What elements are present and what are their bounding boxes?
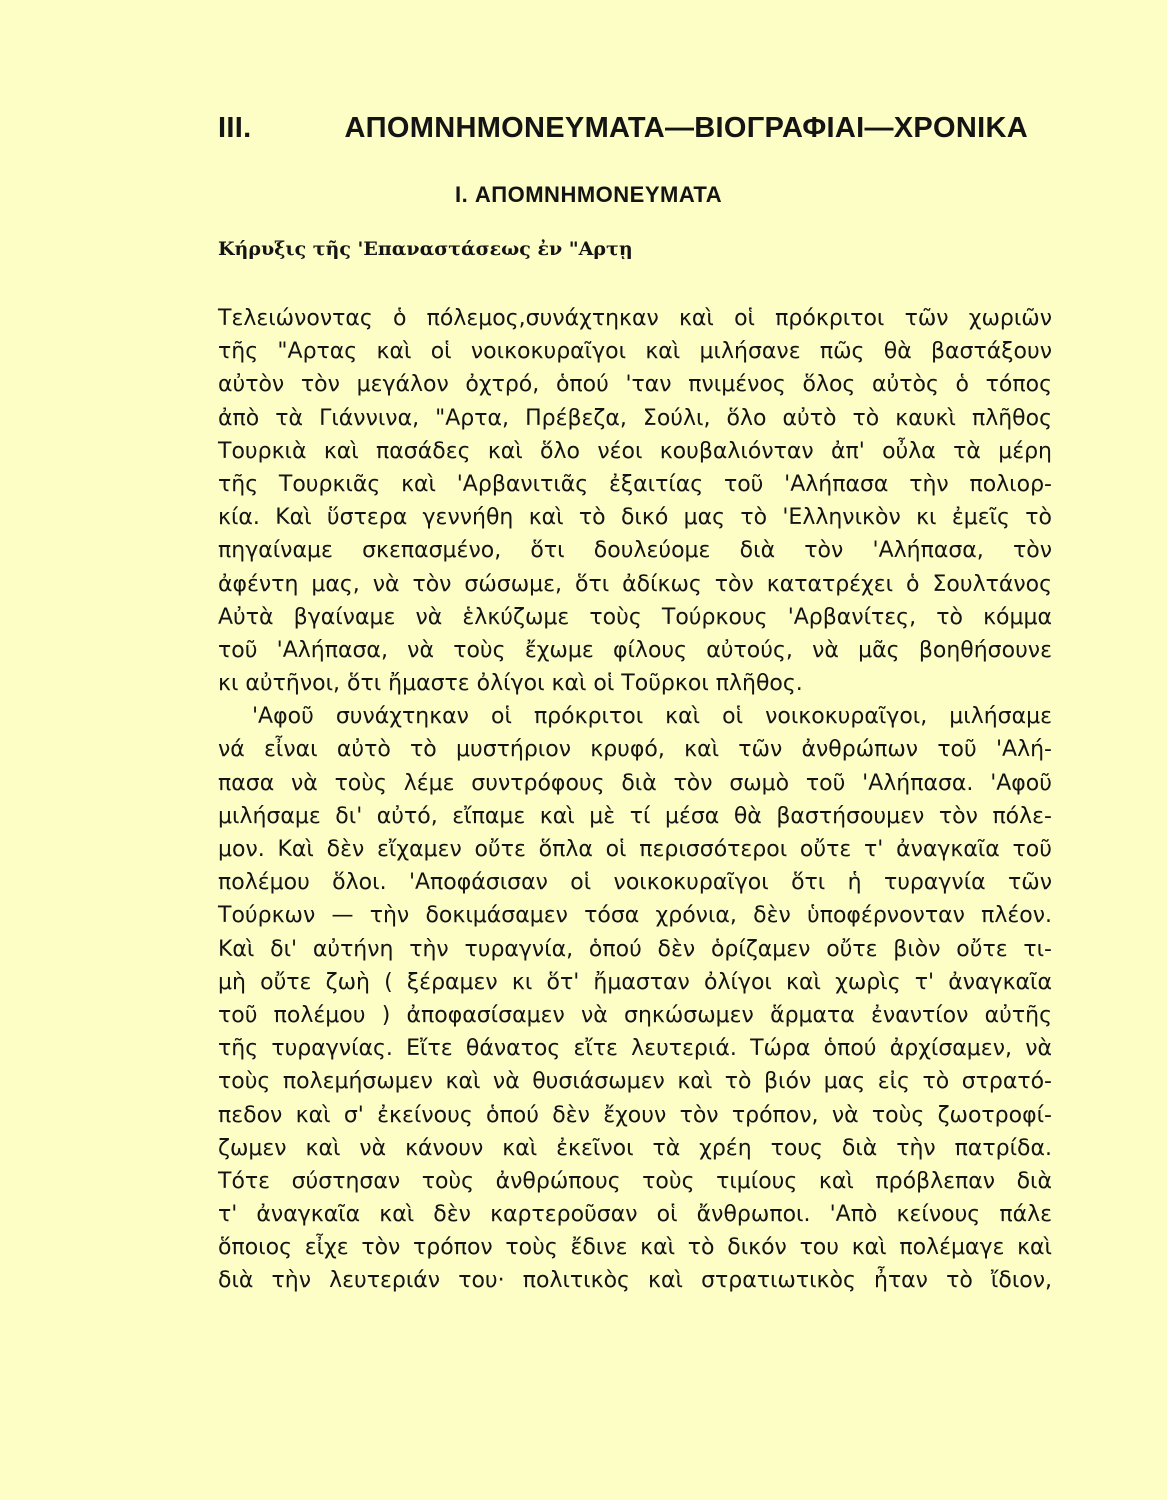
section-heading: I. ΑΠΟΜΝΗΜΟΝΕΥΜΑΤΑ <box>455 182 723 207</box>
text-line: τῆς "Αρτας καὶ οἱ νοικοκυραῖγοι καὶ μιλήσανε πῶς θὰ βαστάξουν <box>218 339 1052 365</box>
text-line: Τότε σύστησαν τοὺς ἀνθρώπους τοὺς τιμίους καὶ πρόβλεπαν διὰ <box>218 1168 1052 1194</box>
text-line: Τούρκων — τὴν δοκιμάσαμεν τόσα χρόνια, δὲν ὑποφέρνονταν πλέον. <box>218 903 1052 929</box>
text-line: ἀφέντη μας, νὰ τὸν σώσωμε, ὅτι ἀδίκως τὸν κατατρέχει ὁ Σουλτάνος <box>218 571 1052 597</box>
text-line: αὐτὸν τὸν μεγάλον ὀχτρό, ὁπού 'ταν πνιμένος ὅλος αὐτὸς ὁ τόπος <box>218 372 1052 398</box>
text-line: κι αὐτῆνοι, ὅτι ἤμαστε ὀλίγοι καὶ οἱ Τοῦρκοι πλῆθος. <box>218 671 803 697</box>
text-line: Τελειώνοντας ὁ πόλεμος,συνάχτηκαν καὶ οἱ πρόκριτοι τῶν χωριῶν <box>218 306 1052 331</box>
text-line: τῆς τυραγνίας. Εἴτε θάνατος εἴτε λευτεριά. Τώρα ὁπού ἀρχίσαμεν, νὰ <box>218 1036 1052 1062</box>
text-line: Καὶ δι' αὐτήνη τὴν τυραγνία, ὁπού δὲν ὁρίζαμεν οὔτε βιὸν οὔτε τι- <box>218 936 1052 962</box>
text-line: πασα νὰ τοὺς λέμε συντρόφους διὰ τὸν σωμὸ τοῦ 'Αλήπασα. 'Αφοῦ <box>218 770 1052 796</box>
text-line: τοῦ 'Αλήπασα, νὰ τοὺς ἔχωμε φίλους αὐτούς, νὰ μᾶς βοηθήσουνε <box>218 637 1052 663</box>
text-line: τοῦ πολέμου ) ἀποφασίσαμεν νὰ σηκώσωμεν ἅρματα ἐναντίον αὐτῆς <box>218 1002 1052 1028</box>
text-line: Αὐτὰ βγαίναμε νὰ ἑλκύζωμε τοὺς Τούρκους 'Αρβανίτες, τὸ κόμμα <box>218 604 1052 630</box>
text-line: πηγαίναμε σκεπασμένο, ὅτι δουλεύομε διὰ τὸν 'Αλήπασα, τὸν <box>218 538 1052 564</box>
text-line: μιλήσαμε δι' αὐτό, εἴπαμε καὶ μὲ τί μέσα θὰ βαστήσουμεν τὸν πόλε- <box>218 803 1052 829</box>
text-line: μον. Καὶ δὲν εἴχαμεν οὔτε ὅπλα οἱ περισσότεροι οὔτε τ' ἀναγκαῖα τοῦ <box>218 837 1052 862</box>
text-line: τ' ἀναγκαῖα καὶ δὲν καρτεροῦσαν οἱ ἄνθρωποι. 'Απὸ κείνους πάλε <box>218 1202 1052 1228</box>
text-line: πεδον καὶ σ' ἐκείνους ὁπού δὲν ἔχουν τὸν τρόπον, νὰ τοὺς ζωοτροφί- <box>218 1102 1052 1128</box>
text-line: Τουρκιὰ καὶ πασάδες καὶ ὅλο νέοι κουβαλιόνταν ἀπ' οὖλα τὰ μέρη <box>218 438 1052 464</box>
text-line: ἀπὸ τὰ Γιάννινα, "Αρτα, Πρέβεζα, Σούλι, ὅλο αὐτὸ τὸ καυκὶ πλῆθος <box>218 405 1052 431</box>
body-text <box>218 302 1052 1298</box>
chapter-heading: III. ΑΠΟΜΝΗΜΟΝΕΥΜΑΤΑ—ΒΙΟΓΡΑΦΙΑΙ—ΧΡΟΝΙΚΑ <box>218 112 1028 144</box>
text-line: μὴ οὔτε ζωὴ ( ξέραμεν κι ὅτ' ἤμασταν ὀλίγοι καὶ χωρὶς τ' ἀναγκαῖα <box>218 969 1052 995</box>
text-line: πολέμου ὅλοι. 'Αποφάσισαν οἱ νοικοκυραῖγοι ὅτι ἡ τυραγνία τῶν <box>218 870 1052 896</box>
subsection-title: Κήρυξις τῆς 'Επαναστάσεως ἐν "Αρτῃ <box>218 238 633 260</box>
text-line: τῆς Τουρκιᾶς καὶ 'Αρβανιτιᾶς ἐξαιτίας τοῦ 'Αλήπασα τὴν πολιορ- <box>218 471 1052 497</box>
text-line: ζωμεν καὶ νὰ κάνουν καὶ ἐκεῖνοι τὰ χρέη τους διὰ τὴν πατρίδα. <box>218 1135 1052 1161</box>
text-line: 'Αφοῦ συνάχτηκαν οἱ πρόκριτοι καὶ οἱ νοικοκυραῖγοι, μιλήσαμε <box>252 704 1052 730</box>
text-line: ὅποιος εἶχε τὸν τρόπον τοὺς ἔδινε καὶ τὸ δικόν του καὶ πολέμαγε καὶ <box>218 1235 1052 1261</box>
text-line: κία. Καὶ ὕστερα γεννήθη καὶ τὸ δικό μας τὸ 'Ελληνικὸν κι ἐμεῖς τὸ <box>218 505 1052 531</box>
text-line: διὰ τὴν λευτεριάν του· πολιτικὸς καὶ στρατιωτικὸς ἦταν τὸ ἴδιον, <box>218 1268 1052 1294</box>
text-line: νά εἶναι αὐτὸ τὸ μυστήριον κρυφό, καὶ τῶν ἀνθρώπων τοῦ 'Αλή- <box>218 737 1052 763</box>
text-line: τοὺς πολεμήσωμεν καὶ νὰ θυσιάσωμεν καὶ τὸ βιόν μας εἰς τὸ στρατό- <box>218 1069 1052 1095</box>
